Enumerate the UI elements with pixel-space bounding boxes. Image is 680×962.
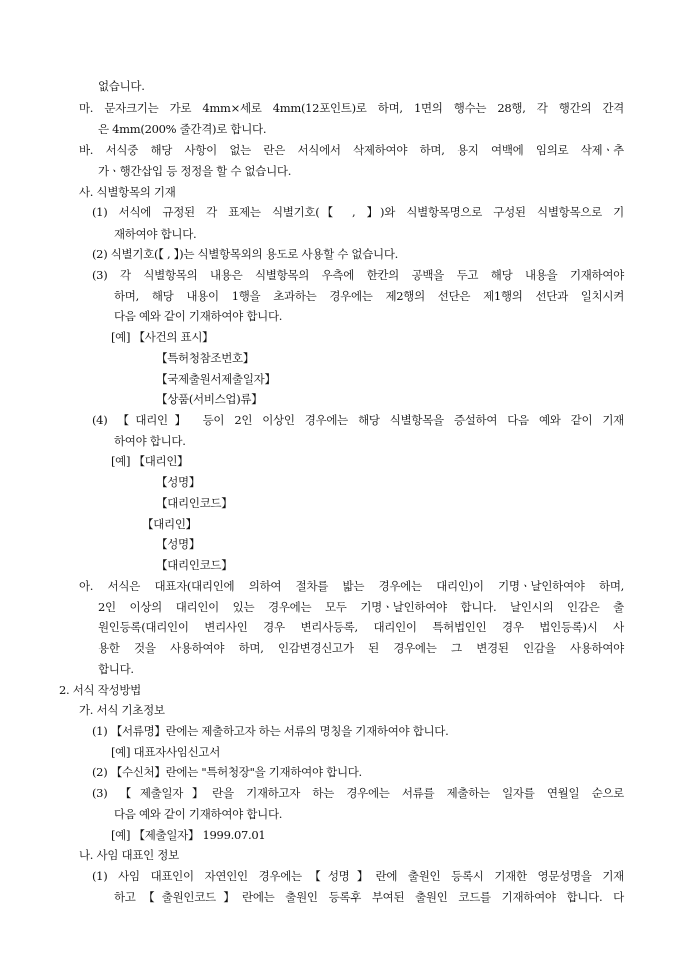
text-line: 용한 것을 사용하여야 하며, 인감변경신고가 된 경우에는 그 변경된 인감을 사용하여야 — [98, 641, 624, 655]
example-line: 【국제출원서제출일자】 — [156, 372, 276, 386]
text-line: 아. 서식은 대표자(대리인에 의하여 절차를 밟는 경우에는 대리인)이 기명ㆍ날인하여야 하며, — [79, 579, 624, 593]
section-heading: 2. 서식 작성방법 — [59, 683, 141, 697]
text-line: (3) 【제출일자】란을 기재하고자 하는 경우에는 서류를 제출하는 일자를 연월일 순으로 — [92, 786, 624, 800]
text-line: 은 4mm(200% 줄간격)로 합니다. — [98, 122, 267, 136]
example-line: 【성명】 — [156, 537, 201, 551]
text-line: 재하여야 합니다. — [114, 227, 197, 241]
text-line: 합니다. — [98, 662, 134, 676]
text-line: 원인등록(대리인이 변리사인 경우 변리사등록, 대리인이 특허법인인 경우 법인등록)시 사 — [98, 620, 624, 634]
text-line: (4) 【대리인】 등이 2인 이상인 경우에는 해당 식별항목을 증설하여 다음 예와 같이 기재 — [92, 413, 624, 427]
example-line: 【성명】 — [156, 475, 201, 489]
text-line: (1) 사임 대표인이 자연인인 경우에는【성명】란에 출원인 등록시 기재한 영문성명을 기재 — [92, 869, 624, 883]
text-line: 하며, 해당 내용이 1행을 초과하는 경우에는 제2행의 선단은 제1행의 선단과 일치시켜 — [114, 289, 624, 303]
text-line: 다음 예와 같이 기재하여야 합니다. — [114, 807, 283, 821]
text-line: 마. 문자크기는 가로 4mm×세로 4mm(12포인트)로 하며, 1면의 행수는 28행, 각 행간의 간격 — [79, 101, 624, 115]
text-line: (3) 각 식별항목의 내용은 식별항목의 우측에 한칸의 공백을 두고 해당 내용을 기재하여야 — [92, 268, 624, 282]
text-line: (2) 식별기호(【 , 】)는 식별항목외의 용도로 사용할 수 없습니다. — [92, 247, 399, 261]
example-line: 【대리인코드】 — [156, 558, 233, 572]
text-line: 없습니다. — [98, 79, 145, 93]
example-line: [예] 【사건의 표시】 — [111, 330, 214, 344]
example-line: 【대리인】 — [142, 517, 197, 531]
example-line: 【대리인코드】 — [156, 496, 233, 510]
section-heading: 사. 식별항목의 기재 — [79, 185, 176, 199]
example-line: [예] 대표자사임신고서 — [111, 745, 221, 759]
text-line: 다음 예와 같이 기재하여야 합니다. — [114, 309, 283, 323]
text-line: (1) 【서류명】란에는 제출하고자 하는 서류의 명칭을 기재하여야 합니다. — [92, 724, 449, 738]
example-line: [예] 【제출일자】 1999.07.01 — [111, 828, 266, 842]
text-line: 바. 서식중 해당 사항이 없는 란은 서식에서 삭제하여야 하며, 용지 여백에 임의로 삭제ㆍ추 — [79, 143, 624, 157]
text-line: (2) 【수신처】란에는 "특허청장"을 기재하여야 합니다. — [92, 765, 362, 779]
section-heading: 나. 사임 대표인 정보 — [79, 848, 179, 862]
example-line: [예] 【대리인】 — [111, 454, 189, 468]
text-line: 2인 이상의 대리인이 있는 경우에는 모두 기명ㆍ날인하여야 합니다. 날인시의 인감은 출 — [98, 600, 624, 614]
text-line: 하고【출원인코드】란에는 출원인 등록후 부여된 출원인 코드를 기재하여야 합니다. 다 — [114, 890, 624, 904]
example-line: 【특허청참조번호】 — [156, 351, 255, 365]
text-line: (1) 서식에 규정된 각 표제는 식별기호(【 , 】)와 식별항목명으로 구성된 식별항목으로 기 — [92, 205, 624, 219]
text-line: 하여야 합니다. — [114, 434, 186, 448]
example-line: 【상품(서비스업)류】 — [156, 392, 263, 406]
text-line: 가ㆍ행간삽입 등 정정을 할 수 없습니다. — [98, 164, 292, 178]
section-heading: 가. 서식 기초정보 — [79, 703, 165, 717]
